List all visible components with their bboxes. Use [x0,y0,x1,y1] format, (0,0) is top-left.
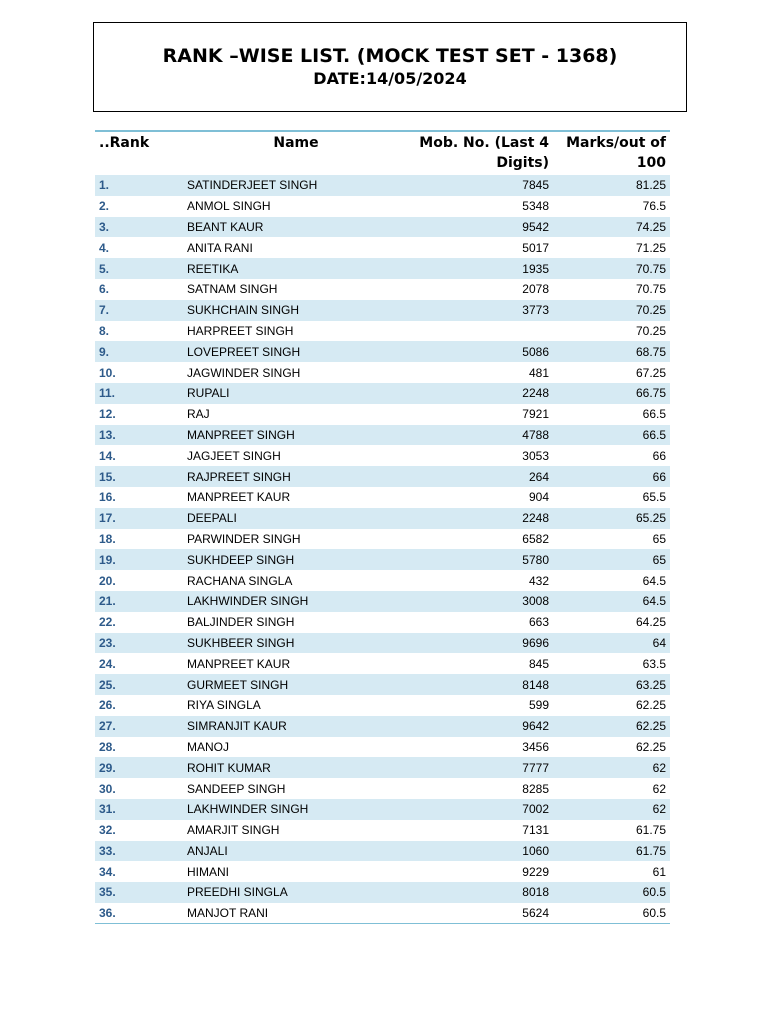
table-row [95,404,670,425]
name-cell: PARWINDER SINGH [187,531,301,546]
table-row [95,757,670,778]
marks-cell: 66.5 [642,407,666,422]
table-body [95,175,670,924]
mobile-cell: 7131 [522,823,549,838]
name-cell: SANDEEP SINGH [187,781,286,796]
table-row [95,175,670,196]
name-cell: MANPREET SINGH [187,427,295,442]
rank-cell: 17. [99,511,116,526]
table-row [95,633,670,654]
name-cell: AMARJIT SINGH [187,823,280,838]
name-cell: RAJPREET SINGH [187,469,291,484]
mobile-cell: 1060 [522,843,549,858]
rank-cell: 20. [99,573,116,588]
name-cell: MANPREET KAUR [187,490,291,505]
name-cell: SUKHDEEP SINGH [187,552,295,567]
column-header-marks: Marks/out of 100 [566,135,666,171]
marks-cell: 61.75 [635,823,666,838]
marks-cell: 66.5 [642,427,666,442]
name-cell: BALJINDER SINGH [187,615,295,630]
name-cell: DEEPALI [187,511,237,526]
rank-cell: 1. [99,178,110,193]
table-row [95,570,670,591]
marks-cell: 61 [652,864,666,879]
name-cell: SATINDERJEET SINGH [187,178,318,193]
table-row [95,258,670,279]
name-cell: SUKHCHAIN SINGH [187,303,300,318]
table-row [95,820,670,841]
mobile-cell: 9642 [522,719,549,734]
mobile-cell: 7845 [522,178,549,193]
name-cell: SATNAM SINGH [187,282,278,297]
mobile-cell: 5624 [522,906,549,921]
marks-cell: 61.75 [635,843,666,858]
mobile-cell: 3008 [522,594,549,609]
rank-cell: 27. [99,719,116,734]
table-row [95,237,670,258]
marks-cell: 70.75 [635,261,666,276]
table-row [95,695,670,716]
rank-cell: 35. [99,885,116,900]
page-title: RANK –WISE LIST. (MOCK TEST SET - 1368) [162,45,618,67]
name-cell: ANMOL SINGH [187,199,271,214]
table-row [95,362,670,383]
rank-cell: 28. [99,739,116,754]
name-cell: JAGJEET SINGH [187,448,281,463]
mobile-cell: 2078 [522,282,549,297]
mobile-cell: 8148 [522,677,549,692]
rank-cell: 26. [99,698,116,713]
name-cell: LAKHWINDER SINGH [187,594,309,609]
mobile-cell: 8285 [522,781,549,796]
table-row [95,383,670,404]
rank-cell: 7. [99,303,110,318]
table-row [95,591,670,612]
table-row [95,341,670,362]
mobile-cell: 3456 [522,739,549,754]
table-row [95,508,670,529]
name-cell: GURMEET SINGH [187,677,289,692]
name-cell: RUPALI [187,386,230,401]
table-header [95,131,670,175]
table-row [95,549,670,570]
rank-cell: 23. [99,635,116,650]
page-date: DATE:14/05/2024 [313,69,467,88]
marks-cell: 64.25 [635,615,666,630]
name-cell: MANOJ [187,739,229,754]
mobile-cell: 432 [528,573,549,588]
mobile-cell: 6582 [522,531,549,546]
mobile-cell: 599 [528,698,549,713]
rank-cell: 8. [99,323,110,338]
name-cell: PREEDHI SINGLA [187,885,288,900]
marks-cell: 65.5 [642,490,666,505]
column-header-name: Name [273,135,319,151]
table-row [95,321,670,342]
table-row [95,425,670,446]
name-cell: MANJOT RANI [187,906,269,921]
marks-cell: 70.75 [635,282,666,297]
mobile-cell: 7777 [522,760,549,775]
rank-cell: 11. [99,386,116,401]
mobile-cell: 3053 [522,448,549,463]
table-row [95,674,670,695]
mobile-cell: 8018 [522,885,549,900]
marks-cell: 60.5 [642,906,666,921]
table-row [95,882,670,903]
name-cell: MANPREET KAUR [187,656,291,671]
rank-cell: 36. [99,906,116,921]
marks-cell: 70.25 [635,323,666,338]
marks-cell: 62 [652,802,666,817]
rank-cell: 15. [99,469,116,484]
column-header-rank: ..Rank [99,135,150,151]
rank-cell: 25. [99,677,116,692]
table-row [95,841,670,862]
table-row [95,653,670,674]
name-cell: RACHANA SINGLA [187,573,293,588]
rank-cell: 6. [99,282,110,297]
rank-cell: 10. [99,365,116,380]
table-row [95,445,670,466]
rank-cell: 5. [99,261,110,276]
marks-cell: 62.25 [635,739,666,754]
marks-cell: 65 [652,552,666,567]
mobile-cell: 5780 [522,552,549,567]
marks-cell: 66 [652,448,666,463]
header-row [95,131,670,175]
name-cell: HIMANI [187,864,229,879]
mobile-cell: 5348 [522,199,549,214]
rank-cell: 31. [99,802,116,817]
mobile-cell: 4788 [522,427,549,442]
rank-cell: 29. [99,760,116,775]
mobile-cell: 904 [528,490,549,505]
table-row [95,737,670,758]
rank-cell: 30. [99,781,116,796]
table-row [95,217,670,238]
marks-cell: 64.5 [642,594,666,609]
table-row [95,300,670,321]
marks-cell: 60.5 [642,885,666,900]
table-row [95,196,670,217]
rank-cell: 32. [99,823,116,838]
mobile-cell: 1935 [522,261,549,276]
rank-table [95,130,670,924]
marks-cell: 62.25 [635,698,666,713]
name-cell: RAJ [187,407,210,422]
marks-cell: 66 [652,469,666,484]
rank-cell: 14. [99,448,116,463]
name-cell: LOVEPREET SINGH [187,344,301,359]
table-row [95,861,670,882]
marks-cell: 64 [652,635,666,650]
name-cell: ANJALI [187,843,228,858]
mobile-cell: 5017 [522,240,549,255]
rank-cell: 21. [99,594,116,609]
marks-cell: 67.25 [635,365,666,380]
table-row [95,487,670,508]
rank-cell: 2. [99,199,110,214]
table-row [95,529,670,550]
marks-cell: 64.5 [642,573,666,588]
name-cell: BEANT KAUR [187,219,264,234]
marks-cell: 76.5 [642,199,666,214]
table-row [95,903,670,924]
rank-cell: 16. [99,490,116,505]
marks-cell: 63.25 [635,677,666,692]
rank-cell: 9. [99,344,110,359]
mobile-cell: 481 [528,365,549,380]
rank-cell: 12. [99,407,116,422]
rank-cell: 19. [99,552,116,567]
table-row [95,612,670,633]
mobile-cell: 264 [528,469,549,484]
name-cell: ANITA RANI [187,240,253,255]
mobile-cell [409,321,553,342]
marks-cell: 74.25 [635,219,666,234]
rank-cell: 33. [99,843,116,858]
table-row [95,799,670,820]
marks-cell: 62 [652,781,666,796]
mobile-cell: 663 [528,615,549,630]
mobile-cell: 9696 [522,635,549,650]
marks-cell: 63.5 [642,656,666,671]
name-cell: RIYA SINGLA [187,698,261,713]
rank-cell: 24. [99,656,116,671]
rank-cell: 18. [99,531,116,546]
marks-cell: 65.25 [635,511,666,526]
marks-cell: 70.25 [635,303,666,318]
marks-cell: 66.75 [635,386,666,401]
marks-cell: 62 [652,760,666,775]
mobile-cell: 845 [528,656,549,671]
name-cell: ROHIT KUMAR [187,760,271,775]
mobile-cell: 7002 [522,802,549,817]
mobile-cell: 9229 [522,864,549,879]
table-row [95,778,670,799]
name-cell: SUKHBEER SINGH [187,635,295,650]
table-row [95,716,670,737]
marks-cell: 62.25 [635,719,666,734]
rank-cell: 13. [99,427,116,442]
name-cell: LAKHWINDER SINGH [187,802,309,817]
name-cell: SIMRANJIT KAUR [187,719,287,734]
rank-cell: 22. [99,615,116,630]
mobile-cell: 9542 [522,219,549,234]
rank-cell: 3. [99,219,110,234]
column-header-mobile: Mob. No. (Last 4 Digits) [419,135,549,171]
name-cell: REETIKA [187,261,239,276]
title-box [93,22,687,112]
marks-cell: 65 [652,531,666,546]
mobile-cell: 3773 [522,303,549,318]
marks-cell: 71.25 [635,240,666,255]
marks-cell: 68.75 [635,344,666,359]
rank-cell: 34. [99,864,116,879]
table-row [95,279,670,300]
mobile-cell: 5086 [522,344,549,359]
mobile-cell: 2248 [522,386,549,401]
name-cell: JAGWINDER SINGH [187,365,301,380]
table-row [95,466,670,487]
name-cell: HARPREET SINGH [187,323,294,338]
marks-cell: 81.25 [635,178,666,193]
mobile-cell: 2248 [522,511,549,526]
rank-cell: 4. [99,240,110,255]
mobile-cell: 7921 [522,407,549,422]
